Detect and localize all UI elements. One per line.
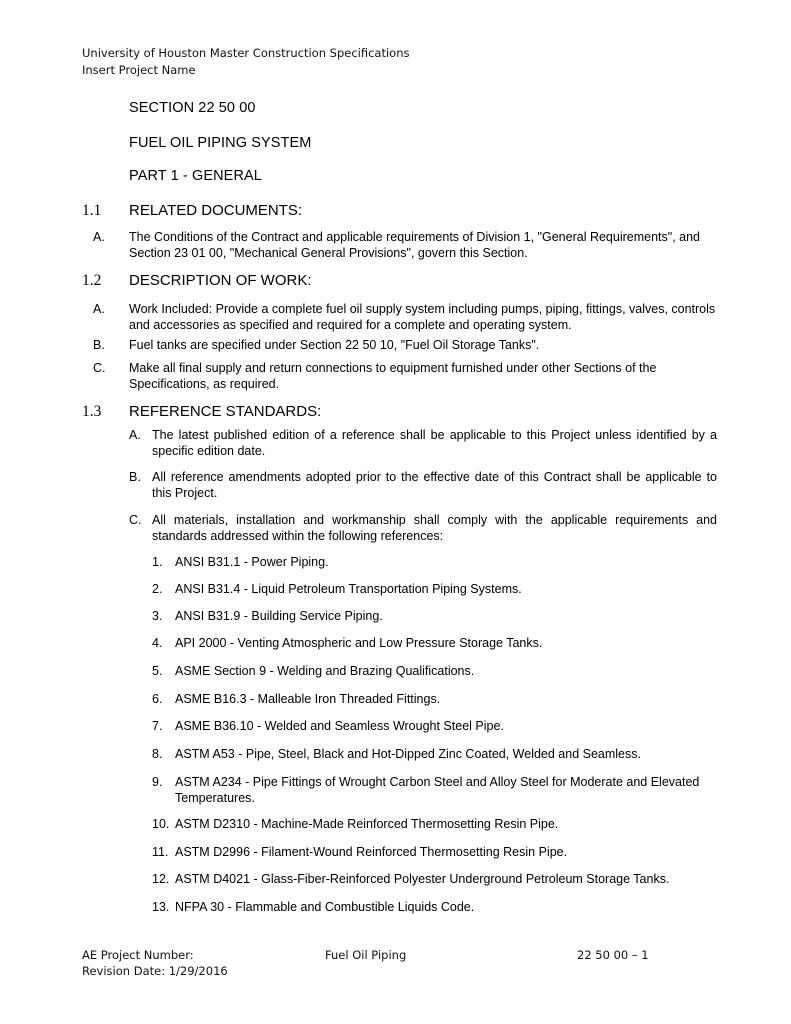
list-item-number: 1. [152, 555, 163, 569]
list-item-text: ASTM D2996 - Filament-Wound Reinforced Thermosetting Resin Pipe. [175, 845, 568, 859]
paragraph-text: All materials, installation and workmanship shall comply with the applicable requirements and standards addressed within the following references: [152, 513, 717, 543]
paragraph-label: C. [93, 361, 106, 375]
paragraph-label: B. [129, 470, 141, 484]
footer-project-number: AE Project Number: [82, 948, 194, 962]
list-item-number: 9. [152, 775, 163, 789]
paragraph-label: B. [93, 338, 105, 352]
list-item-number: 3. [152, 609, 163, 623]
list-item-number: 12. [152, 872, 170, 886]
list-item-number: 2. [152, 582, 163, 596]
article-title: DESCRIPTION OF WORK: [129, 272, 312, 289]
list-item-text: ASTM D2310 - Machine-Made Reinforced Thermosetting Resin Pipe. [175, 817, 559, 831]
paragraph-label: A. [93, 230, 105, 244]
paragraph-text: All reference amendments adopted prior to the effective date of this Contract shall be applicable to this Project. [152, 470, 717, 500]
header-project-name: Insert Project Name [82, 63, 196, 77]
list-item-number: 6. [152, 692, 163, 706]
paragraph-label: A. [93, 302, 105, 316]
list-item-text: ASME B16.3 - Malleable Iron Threaded Fittings. [175, 692, 441, 706]
article-title: REFERENCE STANDARDS: [129, 403, 322, 420]
header-institution: University of Houston Master Construction Specifications [82, 46, 410, 60]
section-number: SECTION 22 50 00 [129, 100, 256, 116]
article-number: 1.2 [82, 272, 102, 289]
list-item-number: 13. [152, 900, 170, 914]
footer-revision-date: Revision Date: 1/29/2016 [82, 964, 228, 978]
paragraph-text: Make all final supply and return connections to equipment furnished under other Sections of the Specifications, as required. [129, 361, 657, 391]
section-title: FUEL OIL PIPING SYSTEM [129, 135, 312, 151]
list-item-number: 11. [152, 845, 169, 859]
list-item-number: 10. [152, 817, 170, 831]
list-item-text: ASME Section 9 - Welding and Brazing Qualifications. [175, 664, 475, 678]
paragraph-label: C. [129, 513, 142, 527]
list-item-number: 5. [152, 664, 163, 678]
list-item-number: 8. [152, 747, 163, 761]
list-item-text: ASTM A53 - Pipe, Steel, Black and Hot-Dipped Zinc Coated, Welded and Seamless. [175, 747, 641, 761]
list-item-text: ANSI B31.1 - Power Piping. [175, 555, 329, 569]
footer-page-number: 22 50 00 – 1 [577, 948, 649, 962]
list-item-number: 4. [152, 636, 163, 650]
article-number: 1.3 [82, 403, 102, 420]
list-item-text: NFPA 30 - Flammable and Combustible Liquids Code. [175, 900, 475, 914]
part-title: PART 1 - GENERAL [129, 168, 262, 184]
list-item-text: ASTM A234 - Pipe Fittings of Wrought Carbon Steel and Alloy Steel for Moderate and Elevated Temperatures. [175, 775, 700, 805]
paragraph-text: Work Included: Provide a complete fuel oil supply system including pumps, piping, fittings, valves, controls and accessories as specified and required for a complete and operating system. [129, 302, 716, 332]
footer-document-title: Fuel Oil Piping [325, 948, 407, 962]
paragraph-text: The Conditions of the Contract and applicable requirements of Division 1, "General Requirements", and Section 23 01 00, "Mechanical General Provisions", govern this Section. [129, 230, 700, 260]
paragraph-text: Fuel tanks are specified under Section 22 50 10, "Fuel Oil Storage Tanks". [129, 338, 540, 352]
article-number: 1.1 [82, 202, 102, 219]
article-title: RELATED DOCUMENTS: [129, 202, 303, 219]
paragraph-label: A. [129, 428, 141, 442]
list-item-text: ASME B36.10 - Welded and Seamless Wrought Steel Pipe. [175, 719, 504, 733]
list-item-text: API 2000 - Venting Atmospheric and Low Pressure Storage Tanks. [175, 636, 543, 650]
list-item-text: ASTM D4021 - Glass-Fiber-Reinforced Polyester Underground Petroleum Storage Tanks. [175, 872, 670, 886]
list-item-text: ANSI B31.9 - Building Service Piping. [175, 609, 383, 623]
paragraph-text: The latest published edition of a reference shall be applicable to this Project unless identified by a specific edition date. [152, 428, 717, 458]
list-item-number: 7. [152, 719, 163, 733]
list-item-text: ANSI B31.4 - Liquid Petroleum Transportation Piping Systems. [175, 582, 522, 596]
